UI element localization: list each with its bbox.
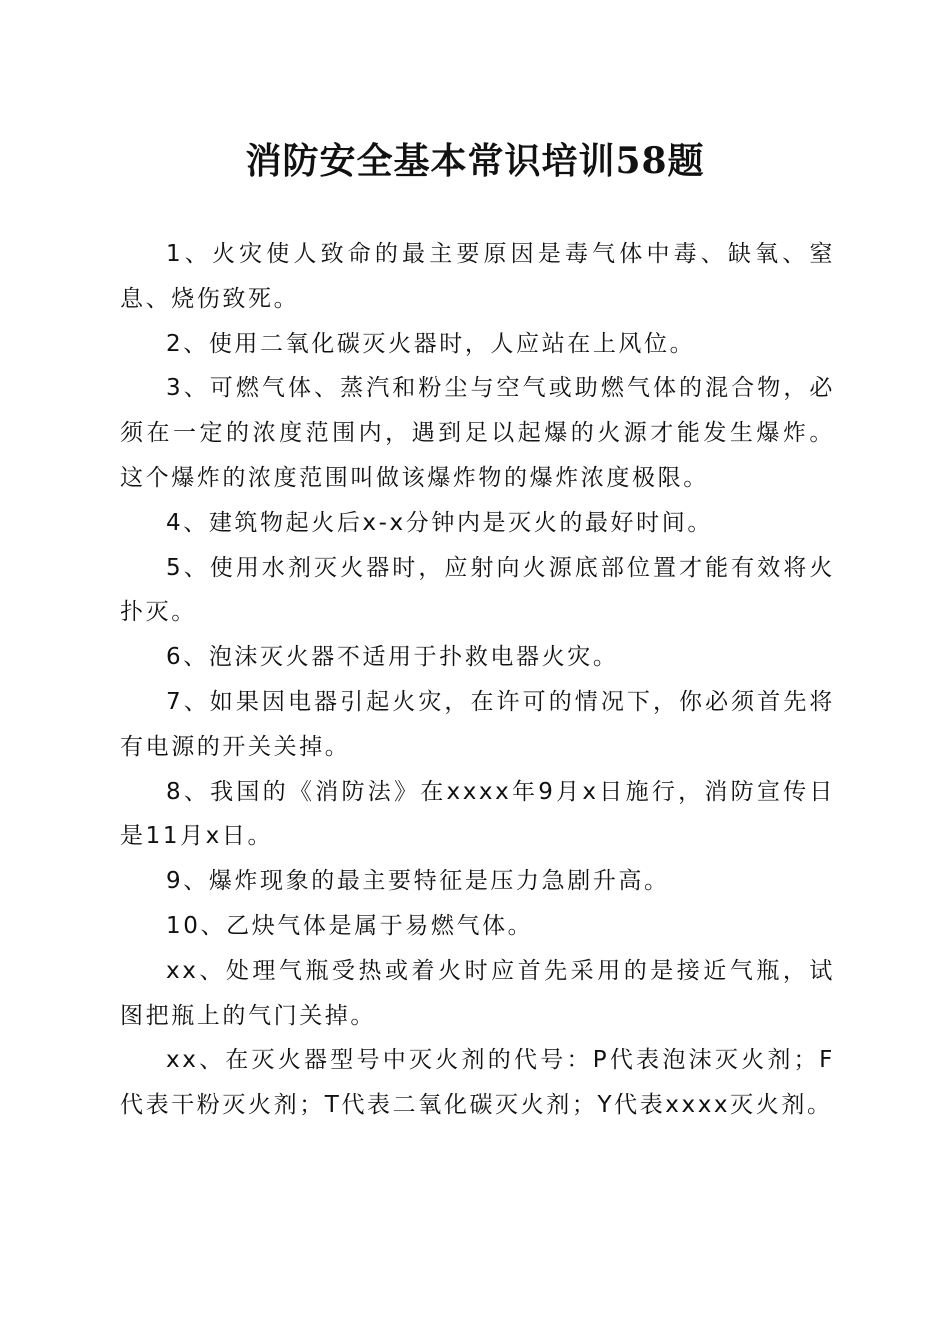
paragraph-10: 10、乙炔气体是属于易燃气体。	[166, 912, 534, 939]
paragraph-9: 9、爆炸现象的最主要特征是压力急剧升高。	[166, 868, 670, 895]
paragraph-1: 1、火灾使人致命的最主要原因是毒气体中毒、缺氧、窒息、烧伤致死。	[120, 241, 835, 312]
paragraph-7: 7、如果因电器引起火灾，在许可的情况下，你必须首先将有电源的开关关掉。	[120, 688, 835, 760]
paragraph-8: 8、我国的《消防法》在xxxx年9月x日施行，消防宣传日是11月x日。	[120, 778, 835, 850]
paragraph-6: 6、泡沫灭火器不适用于扑救电器火灾。	[166, 644, 619, 671]
paragraph-4: 4、建筑物起火后x-x分钟内是灭火的最好时间。	[166, 509, 713, 536]
paragraph-12: xx、在灭火器型号中灭火剂的代号：P代表泡沫灭火剂；F代表干粉灭火剂；T代表二氧化碳灭火剂；Y代表xxxx灭火剂。	[120, 1047, 835, 1119]
paragraph-2: 2、使用二氧化碳灭火器时，人应站在上风位。	[166, 330, 696, 357]
paragraph-3: 3、可燃气体、蒸汽和粉尘与空气或助燃气体的混合物，必须在一定的浓度范围内，遇到足以起爆的火源才能发生爆炸。这个爆炸的浓度范围叫做该爆炸物的爆炸浓度极限。	[120, 375, 835, 491]
paragraph-5: 5、使用水剂灭火器时，应射向火源底部位置才能有效将火扑灭。	[120, 554, 835, 626]
paragraph-11: xx、处理气瓶受热或着火时应首先采用的是接近气瓶，试图把瓶上的气门关掉。	[120, 957, 835, 1029]
document-title: 消防安全基本常识培训58题	[245, 140, 705, 182]
document-body	[120, 232, 835, 1128]
